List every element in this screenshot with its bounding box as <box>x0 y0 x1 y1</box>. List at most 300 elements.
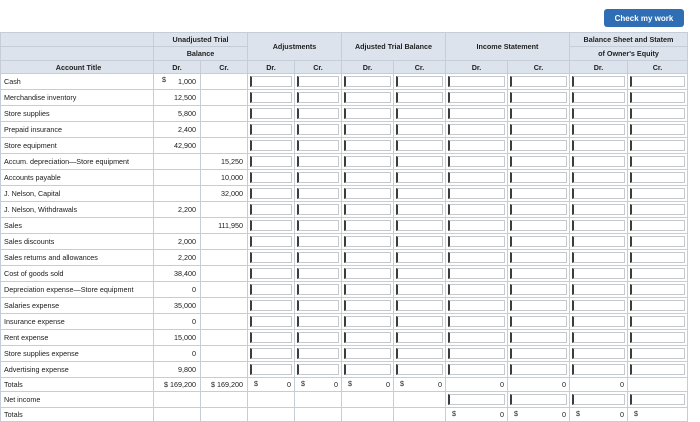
adj-dr-cell <box>248 154 295 170</box>
is-dr-cell <box>446 282 508 298</box>
is-dr-input[interactable] <box>448 172 505 183</box>
is-dr-cell <box>446 138 508 154</box>
adj-dr-input[interactable] <box>250 140 292 151</box>
adjtb-dr-cell <box>342 298 394 314</box>
adjtb-cr-cell <box>394 346 446 362</box>
unadjusted-cr <box>201 266 248 282</box>
adj-dr-input[interactable] <box>250 220 292 231</box>
cr-header: Cr. <box>628 61 688 74</box>
adj-cr-input[interactable] <box>297 252 339 263</box>
bs-cr-cell <box>628 122 688 138</box>
is-cr-input[interactable] <box>510 204 567 215</box>
bs-cr-input[interactable] <box>630 124 685 135</box>
bs-cr-input[interactable] <box>630 220 685 231</box>
is-dr-input[interactable] <box>448 92 505 103</box>
bs-cr-input[interactable] <box>630 364 685 375</box>
adj-dr-total <box>248 378 295 392</box>
adj-cr-input[interactable] <box>297 220 339 231</box>
adjtb-dr-input[interactable] <box>344 156 391 167</box>
is-dr-input[interactable] <box>448 140 505 151</box>
account-title: Sales <box>1 218 154 234</box>
adj-cr-input[interactable] <box>297 76 339 87</box>
bs-dr-input[interactable] <box>572 268 625 279</box>
adjtb-cr-input[interactable] <box>396 76 443 87</box>
unadjusted-cr <box>201 314 248 330</box>
adjtb-dr-input[interactable] <box>344 284 391 295</box>
bs-dr-input[interactable] <box>572 316 625 327</box>
bs-dr-cell <box>570 250 628 266</box>
adj-dr-cell <box>248 106 295 122</box>
adjtb-cr-cell <box>394 282 446 298</box>
bs-cr-cell <box>628 186 688 202</box>
adj-cr-cell <box>295 298 342 314</box>
is-dr-total <box>446 378 508 392</box>
is-cr-input[interactable] <box>510 156 567 167</box>
adjtb-dr-cell <box>342 90 394 106</box>
adjtb-dr-cell <box>342 266 394 282</box>
adjtb-dr-input[interactable] <box>344 140 391 151</box>
bs-dr-input[interactable] <box>572 220 625 231</box>
is-dr-input[interactable] <box>448 268 505 279</box>
bs-cr-input[interactable] <box>630 172 685 183</box>
adj-dr-input[interactable] <box>250 300 292 311</box>
account-title: Sales discounts <box>1 234 154 250</box>
adj-dr-cell <box>248 234 295 250</box>
is-cr-input[interactable] <box>510 188 567 199</box>
unadjusted-dr <box>154 314 201 330</box>
adj-cr-input[interactable] <box>297 348 339 359</box>
is-dr-cell <box>446 362 508 378</box>
totals-row <box>1 378 688 392</box>
adjtb-dr-input[interactable] <box>344 108 391 119</box>
net-income-bs-dr-input[interactable] <box>572 394 625 405</box>
adj-dr-input[interactable] <box>250 188 292 199</box>
cell-value: 0 <box>192 317 196 326</box>
balance-sheet-header-line2: of Owner's Equity <box>570 47 688 61</box>
totals-label: Totals <box>1 378 154 392</box>
unadjusted-dr <box>154 266 201 282</box>
account-title: J. Nelson, Withdrawals <box>1 202 154 218</box>
bs-cr-cell <box>628 74 688 90</box>
cell-value: 2,000 <box>178 237 196 246</box>
account-title-header: Account Title <box>1 61 154 74</box>
cell-value: 1,000 <box>178 77 196 86</box>
account-title: Merchandise inventory <box>1 90 154 106</box>
bs-dr-input[interactable] <box>572 76 625 87</box>
adjtb-dr-input[interactable] <box>344 92 391 103</box>
unadjusted-header-line1: Unadjusted Trial <box>154 33 248 47</box>
adj-cr-input[interactable] <box>297 204 339 215</box>
is-cr-input[interactable] <box>510 108 567 119</box>
bs-dr-input[interactable] <box>572 92 625 103</box>
unadjusted-cr: 111,950 <box>201 218 248 234</box>
adjtb-cr-cell <box>394 138 446 154</box>
bs-dr-input[interactable] <box>572 140 625 151</box>
adj-cr-input[interactable] <box>297 364 339 375</box>
is-cr-input[interactable] <box>510 348 567 359</box>
adjtb-cr-cell <box>394 314 446 330</box>
unadjusted-cr <box>201 138 248 154</box>
adj-dr-cell <box>248 170 295 186</box>
adjtb-dr-input[interactable] <box>344 316 391 327</box>
bs-dr-input[interactable] <box>572 156 625 167</box>
adj-cr-cell <box>295 154 342 170</box>
adjtb-cr-input[interactable] <box>396 220 443 231</box>
adj-cr-input[interactable] <box>297 300 339 311</box>
adjtb-cr-cell <box>394 298 446 314</box>
bs-dr-input[interactable] <box>572 124 625 135</box>
adj-dr-input[interactable] <box>250 108 292 119</box>
adj-dr-input[interactable] <box>250 236 292 247</box>
is-cr-input[interactable] <box>510 92 567 103</box>
unadjusted-dr <box>154 218 201 234</box>
adjtb-cr-cell <box>394 234 446 250</box>
cell-value: 0 <box>287 380 291 389</box>
unadjusted-cr: 10,000 <box>201 170 248 186</box>
check-my-work-button[interactable]: Check my work <box>604 9 684 27</box>
adjtb-dr-input[interactable] <box>344 348 391 359</box>
is-cr-cell <box>508 266 570 282</box>
is-cr-input[interactable] <box>510 300 567 311</box>
adjtb-cr-input[interactable] <box>396 92 443 103</box>
bs-cr-input[interactable] <box>630 140 685 151</box>
unadjusted-cr <box>201 234 248 250</box>
adjtb-dr-cell <box>342 74 394 90</box>
unadjusted-cr <box>201 250 248 266</box>
bs-dr-cell <box>570 154 628 170</box>
adjtb-cr-input[interactable] <box>396 140 443 151</box>
account-row <box>1 330 688 346</box>
bs-cr-input[interactable] <box>630 204 685 215</box>
is-cr-input[interactable] <box>510 124 567 135</box>
unadjusted-dr <box>154 186 201 202</box>
adjtb-cr-input[interactable] <box>396 316 443 327</box>
bs-dr-input[interactable] <box>572 204 625 215</box>
adjtb-cr-input[interactable] <box>396 284 443 295</box>
adjtb-cr-input[interactable] <box>396 300 443 311</box>
adjtb-dr-input[interactable] <box>344 300 391 311</box>
is-dr-input[interactable] <box>448 332 505 343</box>
income-statement-header: Income Statement <box>446 33 570 61</box>
is-cr-input[interactable] <box>510 252 567 263</box>
bs-dr-cell <box>570 202 628 218</box>
account-row <box>1 90 688 106</box>
adj-dr-input[interactable] <box>250 348 292 359</box>
is-cr-cell <box>508 218 570 234</box>
is-dr-input[interactable] <box>448 236 505 247</box>
bs-cr-input[interactable] <box>630 156 685 167</box>
is-cr-cell <box>508 330 570 346</box>
is-dr-input[interactable] <box>448 316 505 327</box>
net-income-bs-cr-input[interactable] <box>630 394 685 405</box>
net-income-is-dr-input[interactable] <box>448 394 505 405</box>
net-income-is-dr-cell <box>446 392 508 408</box>
cell-value: 0 <box>562 380 566 389</box>
adjtb-dr-input[interactable] <box>344 172 391 183</box>
bs-dr-input[interactable] <box>572 236 625 247</box>
bs-cr-input[interactable] <box>630 284 685 295</box>
empty-cell <box>248 408 295 422</box>
adjtb-dr-input[interactable] <box>344 268 391 279</box>
bs-cr-input[interactable] <box>630 188 685 199</box>
adj-cr-input[interactable] <box>297 108 339 119</box>
is-cr-input[interactable] <box>510 284 567 295</box>
bs-dr-input[interactable] <box>572 284 625 295</box>
empty-cell <box>248 392 295 408</box>
is-cr-input[interactable] <box>510 140 567 151</box>
adj-dr-cell <box>248 282 295 298</box>
adjtb-dr-input[interactable] <box>344 204 391 215</box>
adjtb-cr-cell <box>394 170 446 186</box>
adjtb-cr-input[interactable] <box>396 364 443 375</box>
is-dr-input[interactable] <box>448 76 505 87</box>
adjtb-cr-input[interactable] <box>396 268 443 279</box>
adjtb-dr-input[interactable] <box>344 364 391 375</box>
bs-dr-cell <box>570 298 628 314</box>
bs-dr-input[interactable] <box>572 364 625 375</box>
adjtb-dr-cell <box>342 202 394 218</box>
adj-cr-cell <box>295 122 342 138</box>
account-title: Depreciation expense—Store equipment <box>1 282 154 298</box>
is-dr-input[interactable] <box>448 364 505 375</box>
bs-cr-input[interactable] <box>630 348 685 359</box>
adjtb-dr-input[interactable] <box>344 252 391 263</box>
is-cr-input[interactable] <box>510 76 567 87</box>
unadjusted-dr <box>154 90 201 106</box>
bs-dr-input[interactable] <box>572 348 625 359</box>
adj-dr-input[interactable] <box>250 316 292 327</box>
adj-dr-input[interactable] <box>250 156 292 167</box>
adjtb-cr-input[interactable] <box>396 252 443 263</box>
empty-cell <box>154 392 201 408</box>
is-dr-input[interactable] <box>448 204 505 215</box>
account-title: Prepaid insurance <box>1 122 154 138</box>
adj-dr-input[interactable] <box>250 268 292 279</box>
adjtb-cr-input[interactable] <box>396 236 443 247</box>
cell-value: 2,200 <box>178 205 196 214</box>
adj-dr-input[interactable] <box>250 124 292 135</box>
adjtb-cr-input[interactable] <box>396 188 443 199</box>
account-row <box>1 298 688 314</box>
is-cr-cell <box>508 298 570 314</box>
adjtb-dr-cell <box>342 154 394 170</box>
adj-cr-input[interactable] <box>297 188 339 199</box>
bs-cr-cell <box>628 298 688 314</box>
is-cr-input[interactable] <box>510 316 567 327</box>
bs-cr-input[interactable] <box>630 268 685 279</box>
unadjusted-cr <box>201 90 248 106</box>
adj-dr-cell <box>248 186 295 202</box>
bs-dr-input[interactable] <box>572 300 625 311</box>
is-dr-cell <box>446 90 508 106</box>
adj-cr-input[interactable] <box>297 172 339 183</box>
adj-dr-input[interactable] <box>250 332 292 343</box>
bs-cr-input[interactable] <box>630 316 685 327</box>
bs-cr-input[interactable] <box>630 300 685 311</box>
adj-dr-input[interactable] <box>250 76 292 87</box>
empty-cell <box>295 408 342 422</box>
unadjusted-dr <box>154 346 201 362</box>
adjtb-dr-input[interactable] <box>344 220 391 231</box>
is-cr-input[interactable] <box>510 332 567 343</box>
adj-cr-cell <box>295 282 342 298</box>
bs-dr-input[interactable] <box>572 332 625 343</box>
cell-value: 38,400 <box>174 269 196 278</box>
bs-cr-input[interactable] <box>630 236 685 247</box>
adj-dr-input[interactable] <box>250 92 292 103</box>
adj-dr-input[interactable] <box>250 284 292 295</box>
bs-cr-cell <box>628 170 688 186</box>
is-dr-input[interactable] <box>448 124 505 135</box>
adj-cr-cell <box>295 218 342 234</box>
adj-cr-input[interactable] <box>297 124 339 135</box>
adj-cr-input[interactable] <box>297 268 339 279</box>
unadjusted-cr-total: $ 169,200 <box>201 378 248 392</box>
unadjusted-dr <box>154 74 201 90</box>
bs-cr-cell <box>628 266 688 282</box>
account-row <box>1 202 688 218</box>
adj-dr-input[interactable] <box>250 364 292 375</box>
adj-dr-input[interactable] <box>250 204 292 215</box>
cell-value: 0 <box>500 380 504 389</box>
currency-sign: $ <box>348 379 352 388</box>
is-cr-cell <box>508 170 570 186</box>
is-cr-input[interactable] <box>510 172 567 183</box>
bs-cr-input[interactable] <box>630 252 685 263</box>
is-cr-input[interactable] <box>510 220 567 231</box>
adjtb-cr-input[interactable] <box>396 348 443 359</box>
account-title: Accounts payable <box>1 170 154 186</box>
bs-dr-final-total <box>570 408 628 422</box>
unadjusted-cr <box>201 74 248 90</box>
adjtb-cr-cell <box>394 250 446 266</box>
net-income-is-cr-input[interactable] <box>510 394 567 405</box>
adjtb-dr-cell <box>342 170 394 186</box>
bs-dr-cell <box>570 234 628 250</box>
adjtb-cr-input[interactable] <box>396 124 443 135</box>
is-dr-input[interactable] <box>448 108 505 119</box>
adjtb-dr-input[interactable] <box>344 124 391 135</box>
unadjusted-dr <box>154 154 201 170</box>
bs-dr-input[interactable] <box>572 108 625 119</box>
bs-cr-input[interactable] <box>630 332 685 343</box>
adjtb-dr-input[interactable] <box>344 332 391 343</box>
adj-cr-input[interactable] <box>297 316 339 327</box>
is-cr-input[interactable] <box>510 236 567 247</box>
adjtb-dr-input[interactable] <box>344 236 391 247</box>
is-dr-input[interactable] <box>448 284 505 295</box>
adj-cr-input[interactable] <box>297 140 339 151</box>
adj-cr-input[interactable] <box>297 92 339 103</box>
bs-cr-cell <box>628 202 688 218</box>
adjtb-cr-input[interactable] <box>396 172 443 183</box>
adj-cr-total <box>295 378 342 392</box>
balance-sheet-header-line1: Balance Sheet and Statem <box>570 33 688 47</box>
adj-cr-input[interactable] <box>297 156 339 167</box>
account-row <box>1 362 688 378</box>
adj-cr-input[interactable] <box>297 284 339 295</box>
adj-dr-input[interactable] <box>250 252 292 263</box>
is-cr-cell <box>508 106 570 122</box>
bs-cr-input[interactable] <box>630 92 685 103</box>
cell-value: 2,200 <box>178 253 196 262</box>
unadjusted-dr <box>154 234 201 250</box>
bs-cr-input[interactable] <box>630 76 685 87</box>
is-dr-cell <box>446 186 508 202</box>
account-title: Store supplies <box>1 106 154 122</box>
is-dr-cell <box>446 266 508 282</box>
adj-cr-cell <box>295 90 342 106</box>
is-cr-total <box>508 378 570 392</box>
empty-cell <box>201 392 248 408</box>
bs-cr-cell <box>628 330 688 346</box>
adj-dr-cell <box>248 218 295 234</box>
currency-sign: $ <box>634 409 638 418</box>
is-cr-cell <box>508 234 570 250</box>
adj-cr-input[interactable] <box>297 332 339 343</box>
adjtb-cr-input[interactable] <box>396 332 443 343</box>
adj-cr-cell <box>295 266 342 282</box>
is-dr-cell <box>446 234 508 250</box>
adjtb-cr-cell <box>394 186 446 202</box>
is-dr-input[interactable] <box>448 156 505 167</box>
adjtb-dr-cell <box>342 186 394 202</box>
bs-dr-input[interactable] <box>572 172 625 183</box>
unadjusted-cr <box>201 330 248 346</box>
cell-value: 0 <box>386 380 390 389</box>
adj-dr-cell <box>248 250 295 266</box>
currency-sign: $ <box>576 409 580 418</box>
adjtb-dr-input[interactable] <box>344 76 391 87</box>
bs-dr-cell <box>570 314 628 330</box>
account-row <box>1 266 688 282</box>
is-dr-input[interactable] <box>448 348 505 359</box>
is-cr-input[interactable] <box>510 364 567 375</box>
adjtb-cr-input[interactable] <box>396 108 443 119</box>
adjtb-cr-input[interactable] <box>396 156 443 167</box>
unadjusted-dr <box>154 106 201 122</box>
is-dr-input[interactable] <box>448 300 505 311</box>
is-cr-cell <box>508 346 570 362</box>
adjtb-dr-input[interactable] <box>344 188 391 199</box>
bs-cr-input[interactable] <box>630 108 685 119</box>
is-dr-cell <box>446 218 508 234</box>
is-dr-input[interactable] <box>448 188 505 199</box>
is-cr-input[interactable] <box>510 268 567 279</box>
is-dr-cell <box>446 346 508 362</box>
net-income-bs-cr-cell <box>628 392 688 408</box>
adjtb-cr-input[interactable] <box>396 204 443 215</box>
adj-dr-input[interactable] <box>250 172 292 183</box>
adjtb-dr-cell <box>342 330 394 346</box>
currency-sign: $ <box>301 379 305 388</box>
cell-value: 35,000 <box>174 301 196 310</box>
account-row <box>1 346 688 362</box>
cr-header: Cr. <box>201 61 248 74</box>
adj-dr-cell <box>248 346 295 362</box>
adj-cr-input[interactable] <box>297 236 339 247</box>
bs-dr-cell <box>570 90 628 106</box>
cell-value: 0 <box>562 410 566 419</box>
adj-dr-cell <box>248 90 295 106</box>
bs-dr-input[interactable] <box>572 188 625 199</box>
adjtb-dr-total <box>342 378 394 392</box>
bs-dr-input[interactable] <box>572 252 625 263</box>
final-totals-row <box>1 408 688 422</box>
is-dr-input[interactable] <box>448 252 505 263</box>
bs-cr-cell <box>628 362 688 378</box>
is-dr-input[interactable] <box>448 220 505 231</box>
